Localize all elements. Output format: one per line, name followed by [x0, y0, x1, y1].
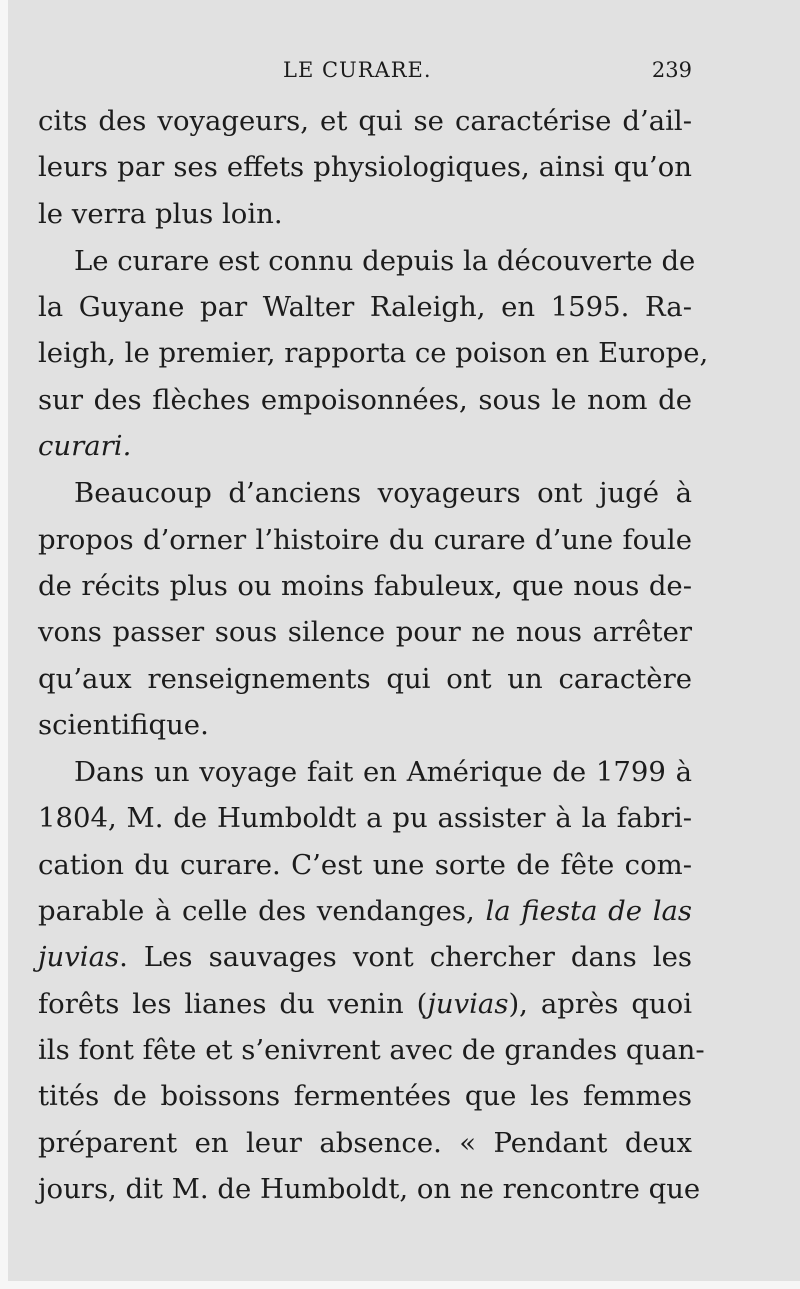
text-span: parable à celle des vendanges, — [38, 895, 486, 928]
text-line: de récits plus ou moins fabuleux, que nous de- — [38, 569, 692, 602]
text-line: sur des flèches empoisonnées, sous le nom de — [38, 383, 692, 416]
text-span-italic: juvias — [427, 987, 509, 1020]
text-line: leurs par ses effets physiologiques, ainsi qu’on — [38, 151, 692, 184]
text-line: tités de boissons fermentées que les femmes — [38, 1080, 692, 1113]
text-line: scientifique. — [38, 708, 209, 741]
running-title: LE CURARE. — [283, 58, 432, 82]
page-number: 239 — [651, 58, 692, 82]
body-text — [38, 98, 709, 1212]
text-line: Dans un voyage fait en Amérique de 1799 à — [74, 756, 692, 789]
text-line — [38, 981, 692, 1027]
text-line: cation du curare. C’est une sorte de fête com- — [38, 848, 692, 881]
text-line: 1804, M. de Humboldt a pu assister à la fabri- — [38, 802, 692, 835]
text-line: le verra plus loin. — [38, 197, 283, 230]
text-span: forêts les lianes du venin ( — [38, 987, 428, 1020]
text-line: qu’aux renseignements qui ont un caractère — [38, 662, 692, 695]
text-line: Beaucoup d’anciens voyageurs ont jugé à — [74, 477, 692, 510]
page-edge-bottom — [0, 1281, 800, 1289]
text-line: Le curare est connu depuis la découverte de — [74, 244, 696, 277]
text-line: vons passer sous silence pour ne nous arrêter — [38, 616, 692, 649]
text-line: propos d’orner l’histoire du curare d’une foule — [38, 523, 692, 556]
text-line: la Guyane par Walter Raleigh, en 1595. Ra- — [38, 291, 692, 324]
text-line: curari. — [38, 430, 132, 463]
text-span: . Les sauvages vont chercher dans les — [119, 941, 692, 974]
text-line: leigh, le premier, rapporta ce poison en Europe, — [38, 337, 709, 370]
text-line: préparent en leur absence. « Pendant deux — [38, 1126, 692, 1159]
page-edge-left — [0, 0, 8, 1289]
text-span: ), après quoi — [508, 987, 692, 1020]
text-line: cits des voyageurs, et qui se caractérise d’ail- — [38, 105, 692, 137]
text-line — [38, 934, 692, 980]
text-line — [38, 888, 692, 934]
text-span-italic: juvias — [38, 941, 120, 974]
text-line: jours, dit M. de Humboldt, on ne rencontre que — [38, 1172, 701, 1205]
page-header — [38, 58, 692, 90]
text-line: ils font fête et s’enivrent avec de grandes quan- — [38, 1033, 705, 1066]
text-span-italic: la fiesta de las — [485, 895, 693, 928]
